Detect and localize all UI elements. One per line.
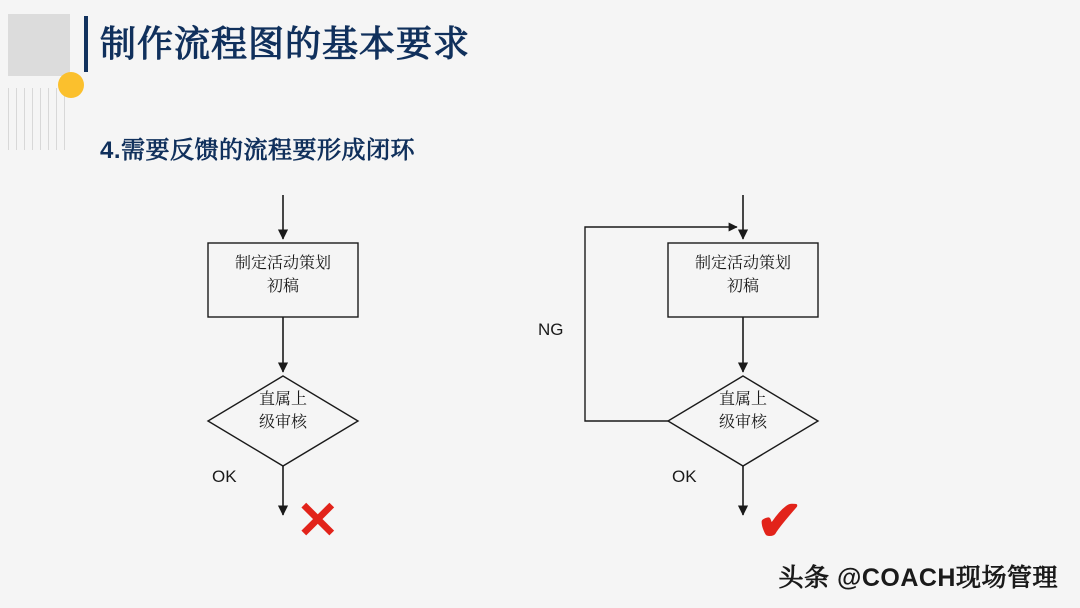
decision-node-line-1: 直属上 xyxy=(718,391,767,408)
flowchart-good-example xyxy=(520,195,950,565)
decorative-dot xyxy=(58,72,84,98)
edge-label-ng: NG xyxy=(538,320,564,339)
process-node-line-2: 初稿 xyxy=(726,278,759,295)
edge-label-ok: OK xyxy=(212,467,237,486)
flowchart-bad-graphics xyxy=(60,195,490,565)
watermark-text: 头条 @COACH现场管理 xyxy=(778,564,1058,592)
title-accent-bar xyxy=(84,16,88,72)
edge-label-ok: OK xyxy=(672,467,697,486)
check-mark-icon: ✔ xyxy=(756,489,803,552)
decision-node-line-1: 直属上 xyxy=(258,391,307,408)
process-node-line-1: 制定活动策划 xyxy=(234,255,331,272)
decorative-square xyxy=(8,14,70,76)
decision-node-line-2: 级审核 xyxy=(258,414,307,431)
flowchart-bad-example xyxy=(60,195,490,565)
process-node-line-1: 制定活动策划 xyxy=(694,255,791,272)
decorative-lines xyxy=(8,88,66,150)
cross-mark-icon: ✕ xyxy=(296,492,340,550)
decision-node-line-2: 级审核 xyxy=(718,414,767,431)
flowchart-good-graphics xyxy=(520,195,950,565)
page-title: 制作流程图的基本要求 xyxy=(100,23,471,64)
process-node-line-2: 初稿 xyxy=(266,278,299,295)
section-subtitle: 4.需要反馈的流程要形成闭环 xyxy=(100,137,416,164)
